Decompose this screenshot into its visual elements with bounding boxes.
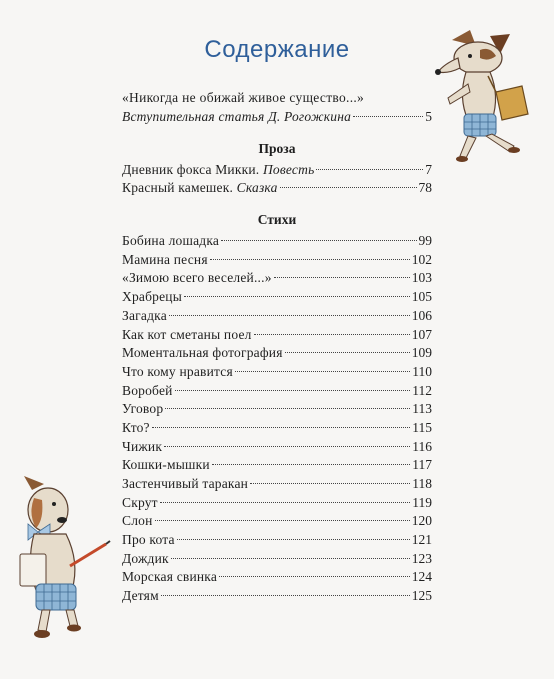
dot-leader — [164, 446, 410, 447]
table-of-contents — [122, 88, 432, 606]
dot-leader — [177, 539, 410, 540]
toc-entry-title: Дождик — [122, 550, 169, 566]
toc-entry[interactable] — [122, 531, 432, 550]
intro-title: «Никогда не обижай живое существо...» — [122, 90, 365, 105]
toc-entry-title: Загадка — [122, 307, 167, 323]
dot-leader — [152, 427, 410, 428]
dot-leader — [274, 277, 410, 278]
dot-leader — [171, 558, 410, 559]
toc-entry-title: Мамина песня — [122, 251, 208, 267]
toc-page-number: 110 — [412, 363, 432, 379]
dot-leader — [155, 520, 410, 521]
toc-entry-genre: Повесть — [262, 161, 315, 177]
dot-leader — [169, 315, 410, 316]
toc-entry[interactable] — [122, 456, 432, 475]
toc-entry-title: Про кота — [122, 532, 175, 548]
toc-entry[interactable] — [122, 326, 432, 345]
toc-entry[interactable] — [122, 419, 432, 438]
toc-page-number: 121 — [411, 532, 432, 548]
dot-leader — [254, 334, 410, 335]
toc-entry-title: Как кот сметаны поел — [122, 326, 252, 342]
dot-leader — [161, 595, 410, 596]
dot-leader — [280, 187, 417, 188]
toc-page-number: 102 — [411, 251, 432, 267]
dog-with-bag-illustration — [430, 28, 545, 168]
toc-entry[interactable] — [122, 269, 432, 288]
toc-entry-title: Застенчивый таракан — [122, 476, 249, 491]
toc-entry[interactable] — [122, 232, 432, 251]
dot-leader — [285, 352, 410, 353]
toc-entry[interactable] — [122, 161, 432, 180]
toc-page-number: 113 — [412, 401, 432, 417]
section-heading-poems: Стихи — [257, 212, 297, 228]
dot-leader — [165, 408, 410, 409]
toc-entry[interactable] — [122, 363, 432, 382]
dot-leader — [353, 116, 423, 117]
toc-entry-title: Храбрецы — [122, 289, 182, 305]
toc-page-number: 78 — [418, 180, 432, 196]
toc-entry[interactable] — [122, 288, 432, 307]
toc-page-number: 107 — [411, 326, 432, 342]
toc-entry-title: Чижик — [122, 438, 163, 454]
dot-leader — [210, 259, 410, 260]
toc-page-number: 5 — [425, 109, 432, 124]
toc-entry-title: Уговор — [122, 401, 164, 417]
toc-page-number: 99 — [418, 233, 432, 249]
dot-leader — [250, 483, 410, 484]
toc-entry[interactable] — [122, 475, 432, 494]
toc-entry-title: Воробей — [122, 382, 173, 398]
toc-entry-intro[interactable] — [122, 108, 432, 127]
toc-entry[interactable] — [122, 568, 432, 587]
toc-entry[interactable] — [122, 382, 432, 401]
toc-entry[interactable] — [122, 400, 432, 419]
toc-entry-title: Скрут — [122, 494, 158, 510]
toc-page-number: 105 — [411, 289, 432, 305]
toc-entry[interactable] — [122, 307, 432, 326]
toc-entry[interactable] — [122, 251, 432, 270]
dot-leader — [219, 576, 410, 577]
toc-entry-title: Моментальная фотография — [122, 345, 283, 361]
page-title: Содержание — [204, 36, 350, 63]
toc-entry[interactable] — [122, 494, 432, 513]
toc-page-number: 117 — [412, 457, 432, 473]
toc-entry-title: Кошки-мышки — [122, 457, 210, 473]
toc-entry[interactable] — [122, 550, 432, 569]
dot-leader — [235, 371, 410, 372]
toc-entry[interactable] — [122, 587, 432, 606]
toc-entry-title: Вступительная статья Д. Рогожкина — [122, 109, 352, 124]
toc-entry-title: Слон — [122, 513, 153, 529]
toc-page-number: 115 — [412, 419, 432, 435]
toc-page-number: 119 — [412, 494, 432, 510]
toc-entry[interactable] — [122, 179, 432, 198]
toc-entry-genre: Сказка — [236, 180, 278, 196]
toc-page-number: 7 — [425, 161, 432, 177]
toc-page-number: 125 — [411, 588, 432, 604]
toc-entry-title: Дневник фокса Микки. Повесть — [122, 161, 315, 177]
toc-page-number: 116 — [412, 438, 432, 454]
toc-page-number: 124 — [411, 569, 432, 585]
dog-with-pencil-illustration — [10, 474, 120, 644]
dot-leader — [212, 464, 411, 465]
toc-page-number: 123 — [411, 550, 432, 566]
toc-page-number: 120 — [411, 513, 432, 529]
toc-page-number: 109 — [411, 345, 432, 361]
toc-page-number: 112 — [412, 382, 432, 398]
toc-entry-title: Бобина лошадка — [122, 233, 220, 249]
toc-entry[interactable] — [122, 344, 432, 363]
toc-entry-title: Детям — [122, 588, 159, 604]
toc-entry-title: «Зимою всего веселей...» — [122, 270, 272, 286]
dot-leader — [184, 296, 410, 297]
toc-entry-title: Морская свинка — [122, 569, 218, 585]
section-heading-prose: Проза — [258, 140, 296, 156]
toc-page-number: 103 — [411, 270, 432, 286]
toc-entry-title: Что кому нравится — [122, 363, 233, 379]
dot-leader — [175, 390, 411, 391]
dot-leader — [221, 240, 416, 241]
toc-entry[interactable] — [122, 512, 432, 531]
toc-entry[interactable] — [122, 438, 432, 457]
dot-leader — [160, 502, 410, 503]
toc-page-number: 106 — [411, 307, 432, 323]
toc-page-number: 118 — [412, 476, 432, 491]
toc-entry-title: Кто? — [122, 419, 150, 435]
dot-leader — [316, 169, 423, 170]
toc-entry-title: Красный камешек. Сказка — [122, 180, 278, 196]
